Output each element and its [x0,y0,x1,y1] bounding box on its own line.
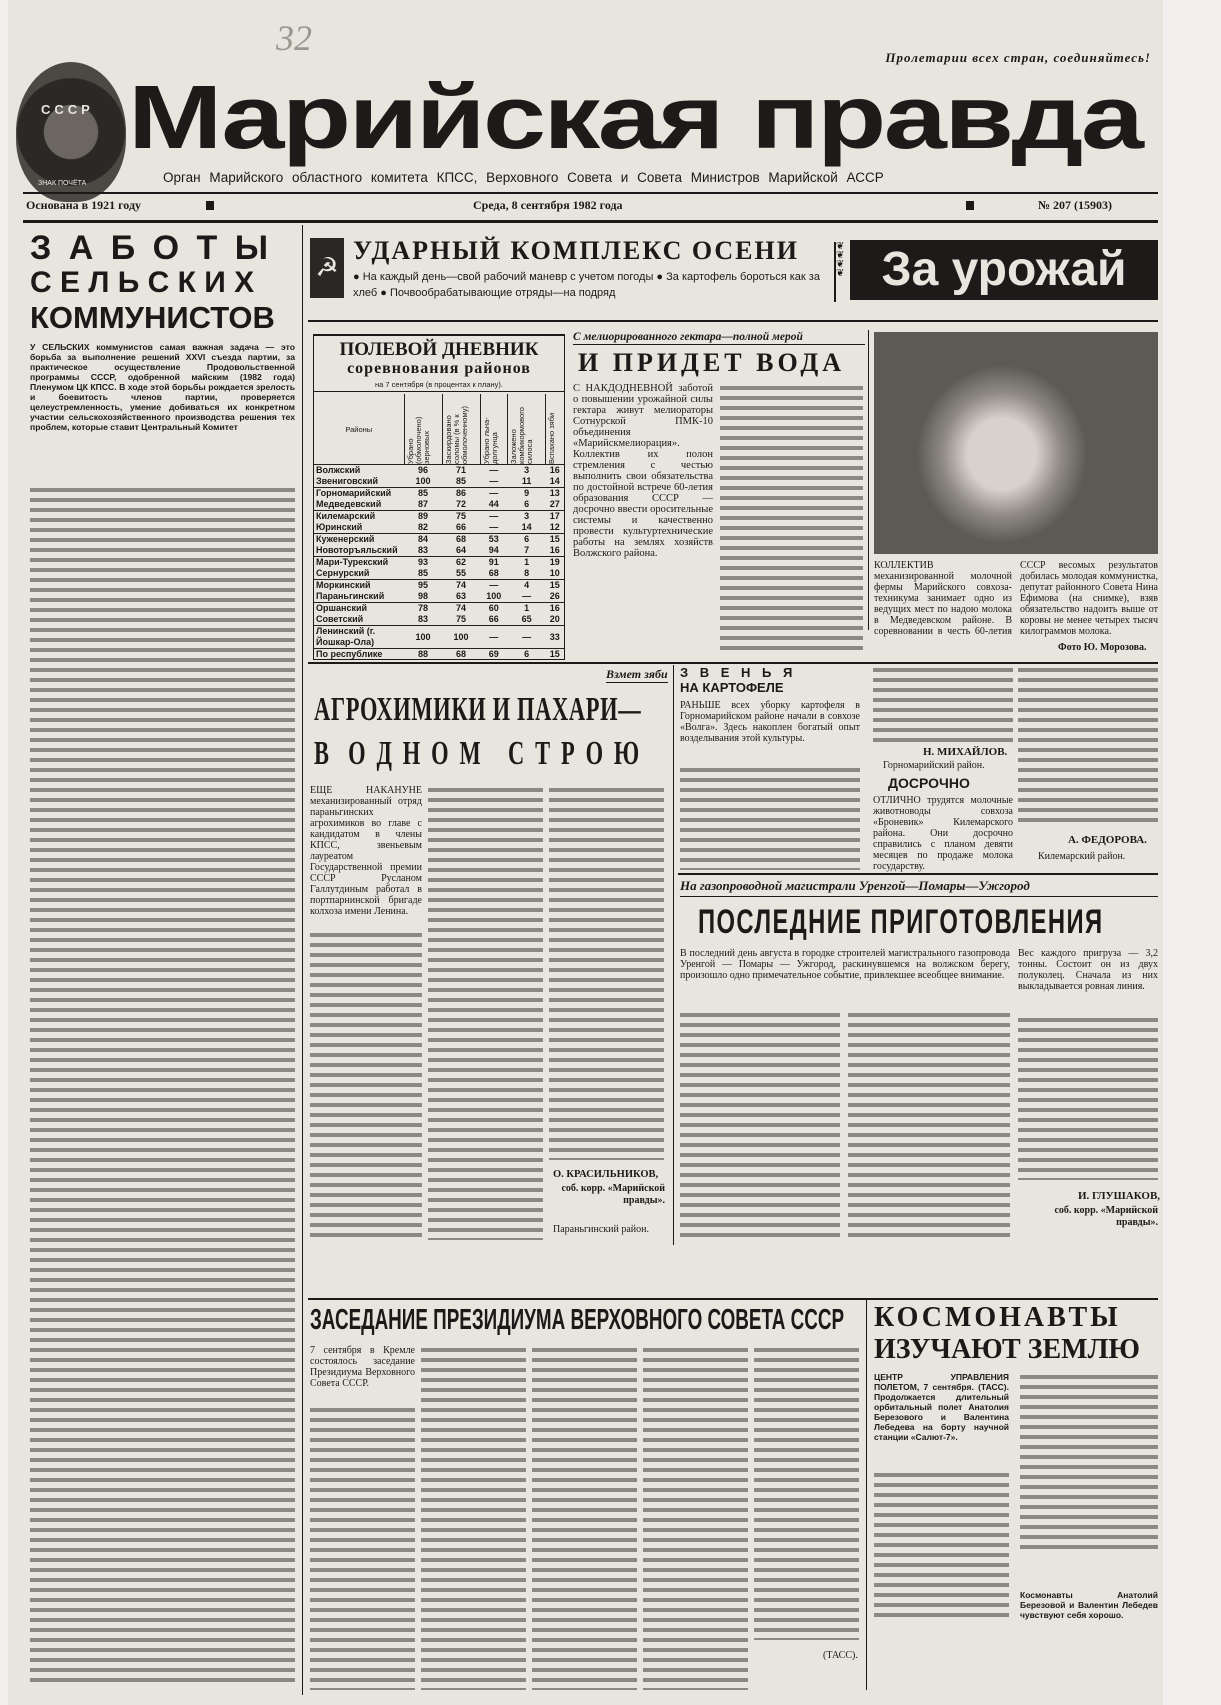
table-row [314,476,564,488]
table-cell: 87 [418,499,429,509]
column-header-label: Заскирдовано соломы (в % к обмолоченному) [443,406,469,464]
table-cell: 60 [480,603,508,615]
cosmos-title: КОСМОНАВТЫ ИЗУЧАЮТ ЗЕМЛЮ [874,1302,1140,1365]
district-name: Ленинский (г. Йошкар-Ола) [314,626,404,649]
table-cell: 85 [418,568,429,578]
table-cell: 100 [415,476,431,486]
table-cell: 33 [546,626,564,649]
newspaper-subtitle: Орган Марийского областного комитета КПСС, Верховного Совета и Совета Министров Марийской АССР [163,170,884,185]
table-cell: 44 [488,499,499,509]
early-title: ДОСРОЧНО [888,775,970,791]
table-cell: 16 [549,545,560,555]
table-cell: 7 [524,545,530,555]
table-cell: 74 [442,580,480,592]
banner-bullets: ● На каждый день—свой рабочий маневр с учетом погоды ● За картофель бороться как за хлеб ● Почвообрабатывающие отряды—на подряд [353,271,820,299]
table-subtitle: соревнования районов [347,360,531,377]
founded-line: Основана в 1921 году [26,198,142,212]
table-cell: 66 [456,522,467,532]
potato-title: З В Е Н Ь Я НА КАРТОФЕЛЕ [680,665,797,695]
early-body [1018,665,1158,825]
wheat-icon: ❦ ❦ ❦ ❦ [834,242,848,302]
gas-author-role: соб. корр. «Марийской правды». [1054,1205,1158,1228]
table-row [314,465,564,477]
water-lead: С НАКДОДНЕВНОЙ заботой о повышении урожайной силы гектара живут мелиораторы Сотнурской ПМК-10 объединения «Марийскмелиорация». Коллектив их полон стремления с честью выполнить свои обязательства по достойной встрече 60-летия образования СССР — досрочно ввести оросительные системы и качественно провести культуртехнические работы на землях хозяйств Волжского района. [573,383,713,559]
gas-title: ПОСЛЕДНИЕ ПРИГОТОВЛЕНИЯ [698,903,1104,941]
table-cell: 3 [508,511,546,523]
gas-side-lead: Вес каждого пригруза — 3,2 тонны. Состоит он из двух полуколец. Сначала из них выкладывается ровная линия. [1018,948,1158,992]
handwritten-mark: 32 [276,18,312,58]
issue-number: № 207 (15903) [1038,198,1113,212]
district-name: Советский [316,614,364,624]
bullet-square [206,201,214,210]
table-row [314,557,564,569]
field-diary-table [314,394,564,660]
district-name: Новоторъяльский [316,545,398,555]
table-cell: 85 [404,488,442,500]
table-cell: 8 [524,568,530,578]
table-cell: 83 [418,614,429,624]
table-cell: 62 [442,557,480,569]
cosmos-body-1 [874,1470,1009,1620]
column-header [404,394,442,465]
district-name: Моркинский [314,580,404,592]
district-name: Звениговский [316,476,379,486]
emblem-letters: СССР [41,102,94,117]
table-cell: 11 [521,476,532,486]
issue-date: Среда, 8 сентября 1982 года [473,198,623,212]
table-row [314,522,564,534]
table-cell: 82 [418,522,429,532]
table-cell: 15 [546,534,564,546]
bullet-square [966,201,974,210]
table-cell: 13 [546,488,564,500]
gas-body-mid [848,1010,1010,1238]
photo-milkmaid [874,332,1158,554]
table-row [314,591,564,603]
rubric-za-urozhai: За урожай [850,240,1158,300]
district-name: Мари-Турекский [314,557,404,569]
gas-kicker: На газопроводной магистрали Уренгой—Помары—Ужгород [680,878,1158,897]
table-cell: 68 [442,649,480,661]
table-cell: 71 [442,465,480,477]
table-cell: 98 [418,591,429,601]
column-header-label: Заложено комбикормового силоса [509,407,535,464]
table-cell: 65 [521,614,532,624]
table-cell: 63 [456,591,467,601]
photo-credit: Фото Ю. Морозова. [1058,642,1147,653]
potato-body-col2 [873,665,1013,743]
table-cell: 64 [456,545,467,555]
presidium-body-5 [754,1345,859,1640]
presidium-body-2 [421,1345,526,1690]
newspaper-page [8,0,1163,1705]
table-cell: 53 [480,534,508,546]
table-cell: 94 [488,545,499,555]
order-emblem [16,62,126,202]
table-row [314,603,564,615]
district-name: Оршанский [314,603,404,615]
table-note: на 7 сентября (в процентах к плану). [314,380,564,392]
cosmos-lead: ЦЕНТР УПРАВЛЕНИЯ ПОЛЕТОМ, 7 сентября. (ТАСС). Продолжается длительный орбитальный полет Анатолия Березового и Валентина Лебедева на борту научной станции «Салют-7». [874,1372,1009,1442]
table-cell: 3 [508,465,546,477]
table-cell: 14 [521,522,532,532]
table-title: ПОЛЕВОЙ ДНЕВНИК [339,339,539,360]
table-cell: 85 [456,476,467,486]
table-cell: — [480,511,508,523]
presidium-body-4 [643,1345,748,1690]
table-cell: 93 [404,557,442,569]
table-cell: 84 [404,534,442,546]
table-row [314,488,564,500]
table-cell: 74 [442,603,480,615]
table-cell: — [480,580,508,592]
table-cell: 75 [456,614,467,624]
table-row [314,534,564,546]
table-cell: 69 [480,649,508,661]
district-name: Куженерский [314,534,404,546]
table-cell: 27 [549,499,560,509]
agro-author-role: соб. корр. «Марийской правды». [561,1183,665,1206]
agro-kicker: Взмет зяби [606,667,668,681]
district-name: Горномарийский [314,488,404,500]
table-cell: 86 [442,488,480,500]
field-diary-table-box [313,334,565,660]
column-header [508,394,546,465]
column-header-districts: Районы [314,394,404,465]
agro-body-col1 [310,930,422,1240]
table-cell: 15 [546,649,564,661]
column-header-label: Вспахано зяби [547,412,557,464]
left-article-body [30,485,295,1685]
early-author: А. ФЕДОРОВА. [1068,834,1147,846]
table-cell: 55 [456,568,467,578]
table-cell: 100 [404,626,442,649]
table-cell: 10 [549,568,560,578]
table-cell: 66 [488,614,499,624]
table-cell: — [489,522,499,532]
agro-title: АГРОХИМИКИ И ПАХАРИ— В О Д Н О М С Т Р О Ю [314,691,642,772]
agro-author: О. КРАСИЛЬНИКОВ, [553,1169,659,1180]
district-name: Юринский [316,522,363,532]
district-name: Килемарский [314,511,404,523]
column-header-label: Убрано (обмолочено) зерновых [405,416,431,464]
table-cell: — [522,591,532,601]
column-header-label: Убрано льна-долгунца [481,417,499,464]
water-kicker: С мелиорированного гектара—полной мерой [573,330,865,345]
potato-lead: РАНЬШЕ всех уборку картофеля в Горномарийском районе начали в совхозе «Волга». Здесь накоплен богатый опыт возделывания этой культуры. [680,700,860,744]
table-cell: 96 [404,465,442,477]
motto: Пролетарии всех стран, соединяйтесь! [885,50,1151,65]
emblem-ribbon: ЗНАК ПОЧЁТА [38,180,87,187]
table-cell: 95 [404,580,442,592]
gas-body-right [1018,1015,1158,1180]
banner-title: УДАРНЫЙ КОМПЛЕКС ОСЕНИ [353,236,799,265]
table-cell: 14 [549,476,560,486]
photo-caption: КОЛЛЕКТИВ механизированной молочной фермы Марийского совхоза-техникума занимает одно из ведущих мест по надою молока в Медведевском районе. В соревновании в честь 60-летия СССР весомых результатов добилась молодая коммунистка, депутат районного Совета Нина Ефимова (на снимке), взяв обязательство надоить выше от коровы не менее четырех тысяч килограммов молока. [874,560,1158,637]
table-row [314,614,564,626]
table-cell: — [489,476,499,486]
presidium-tass: (ТАСС). [823,1650,858,1661]
table-row [314,499,564,511]
table-cell: 83 [418,545,429,555]
table-cell: 75 [442,511,480,523]
presidium-body-1 [310,1405,415,1690]
presidium-body-3 [532,1345,637,1690]
agro-body-col3 [549,785,664,1160]
potato-body [680,765,860,870]
table-row [314,545,564,557]
early-place: Килемарский район. [1038,851,1126,862]
table-cell: — [480,488,508,500]
table-cell: 16 [546,465,564,477]
table-cell: 100 [486,591,502,601]
table-row [314,580,564,592]
table-row [314,511,564,523]
presidium-title: ЗАСЕДАНИЕ ПРЕЗИДИУМА ВЕРХОВНОГО СОВЕТА СССР [310,1304,845,1336]
table-cell: 1 [508,557,546,569]
table-row [314,626,564,649]
potato-author: Н. МИХАЙЛОВ. [923,746,1008,758]
hammer-sickle-icon: ☭ [310,238,344,298]
column-header [480,394,508,465]
table-cell: 78 [404,603,442,615]
cosmos-end: Космонавты Анатолий Березовой и Валентин Лебедев чувствуют себя хорошо. [1020,1590,1158,1620]
left-article-title: З А Б О Т Ы С Е Л Ь С К И Х КОММУНИСТОВ [30,229,275,335]
district-name: Параньгинский [316,591,385,601]
agro-lead: ЕЩЕ НАКАНУНЕ механизированный отряд параньгинских агрохимиков во главе с кандидатом в члены КПСС, звеньевым лауреатом Государственной премии СССР Русланом Галлутдиным работал в портпарнинской бригаде колхоза имени Ленина. [310,785,422,917]
early-lead: ОТЛИЧНО трудятся молочные животноводы совхоза «Броневик» Килемарского района. Они досрочно справились с планом девяти месяцев по продаже молока государству. [873,795,1013,872]
table-cell: 6 [508,534,546,546]
table-cell: 100 [442,626,480,649]
table-cell: 6 [524,499,530,509]
table-cell: — [508,626,546,649]
table-cell: 1 [508,603,546,615]
table-cell: 26 [549,591,560,601]
table-cell: 6 [508,649,546,661]
newspaper-title: Марийская правда [128,68,1142,168]
column-header [442,394,480,465]
table-cell: 68 [442,534,480,546]
table-cell: 17 [546,511,564,523]
left-article-lead: У СЕЛЬСКИХ коммунистов самая важная задача — это борьба за выполнение решений XXVI съезда партии, за практическое осуществление Продовольственной программы СССР, одобренной майским (1982 года) Пленумом ЦК КПСС. В ходе этой борьбы рождается зрелость и боевитость членов партии, проверяется целеустремленность, умение добиваться их конкретном участии сельскохозяйственного производства решения тех проблем, которые ставит Центральный Комитет [30,342,295,432]
district-name: По республике [314,649,404,661]
table-cell: 72 [456,499,467,509]
table-cell: — [480,465,508,477]
cosmos-body-2 [1020,1372,1158,1552]
potato-place: Горномарийский район. [883,760,985,771]
table-cell: 19 [546,557,564,569]
table-cell: 16 [546,603,564,615]
district-name: Волжский [314,465,404,477]
table-cell: 12 [549,522,560,532]
table-cell: 4 [508,580,546,592]
table-cell: 9 [508,488,546,500]
table-cell: — [480,626,508,649]
column-header [546,394,564,465]
water-body [720,383,863,653]
gas-author: И. ГЛУШАКОВ, [1078,1190,1161,1202]
presidium-lead: 7 сентября в Кремле состоялось заседание Президиума Верховного Совета СССР. [310,1345,415,1389]
table-cell: 15 [546,580,564,592]
table-cell: 89 [404,511,442,523]
table-cell: 91 [480,557,508,569]
table-cell: 88 [404,649,442,661]
district-name: Сернурский [316,568,370,578]
agro-place: Параньгинский район. [553,1224,649,1235]
water-title: И ПРИДЕТ ВОДА [578,348,846,377]
table-cell: 20 [549,614,560,624]
gas-body-left [680,1010,840,1238]
agro-body-col2 [428,785,543,1240]
table-row [314,568,564,580]
gas-lead: В последний день августа в городке строителей магистрального газопровода Уренгой — Помары — Ужгород, раскинувшемся на волжском берегу, произошло одно примечательное событие, привлекшее всеобщее внимание. [680,948,1010,981]
district-name: Медведевский [316,499,382,509]
table-row [314,649,564,661]
table-cell: 68 [488,568,499,578]
